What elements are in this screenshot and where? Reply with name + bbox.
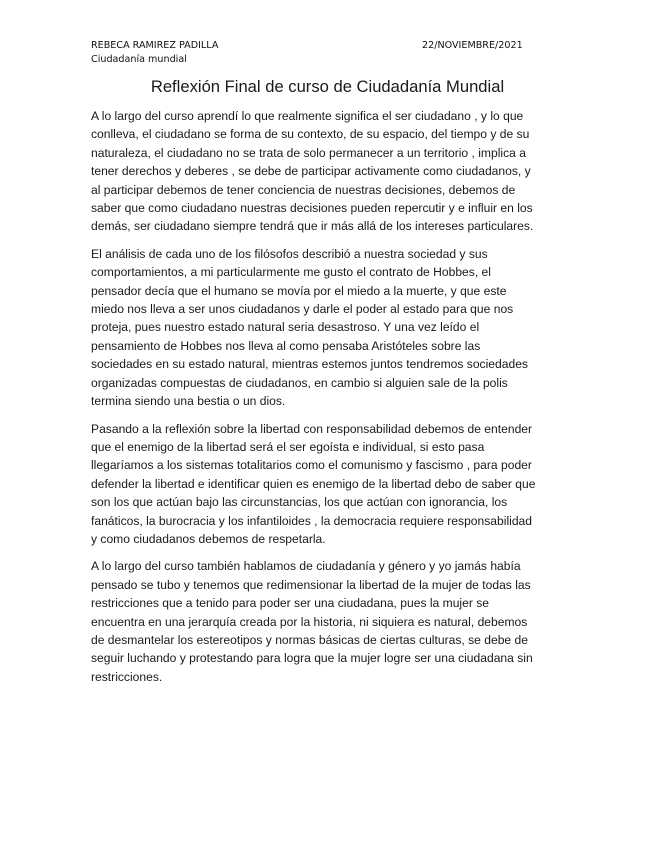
- author-name: REBECA RAMIREZ PADILLA: [91, 40, 219, 51]
- text-line: termina siendo una bestia o un dios.: [91, 394, 286, 409]
- text-line: que el enemigo de la libertad será el ser egoísta e individual, si esto pasa: [91, 439, 485, 454]
- document-title: Reflexión Final de curso de Ciudadanía Mundial: [150, 77, 505, 96]
- text-line: organizadas compuestas de ciudadanos, en cambio si alguien sale de la polis: [91, 375, 508, 390]
- text-line: pensador decía que el humano se movía por el miedo a la muerte, y que este: [91, 283, 507, 298]
- text-line: fanáticos, la burocracia y los infantiloides , la democracia requiere responsabilidad: [91, 513, 532, 528]
- text-line: demás, ser ciudadano siempre tendrá que ir más allá de los intereses particulares.: [91, 219, 534, 234]
- text-line: El análisis de cada uno de los filósofos describió a nuestra sociedad y sus: [91, 246, 488, 261]
- document-body: [91, 107, 573, 695]
- course-subject: Ciudadanía mundial: [91, 54, 187, 65]
- document-date: 22/NOVIEMBRE/2021: [422, 40, 523, 51]
- text-line: miedo nos lleva a ser unos ciudadanos y darle el poder al estado para que nos: [91, 302, 514, 317]
- text-line: encuentra en una jerarquía creada por la historia, ni siquiera es natural, debemos: [91, 614, 528, 629]
- text-line: restricciones que a tenido para poder ser una ciudadana, pues la mujer se: [91, 596, 489, 611]
- text-line: de desmantelar los estereotipos y normas básicas de ciertas culturas, se debe de: [91, 632, 528, 647]
- text-line: A lo largo del curso también hablamos de ciudadanía y género y yo jamás había: [91, 559, 521, 574]
- text-line: pensado se tubo y tenemos que redimensionar la libertad de la mujer de todas las: [91, 577, 531, 592]
- paragraph-3: [91, 420, 573, 549]
- text-line: saber que como ciudadano nuestras decisiones pueden repercutir y e influir en los: [91, 201, 533, 216]
- text-line: seguir luchando y protestando para logra que la mujer logre ser una ciudadana sin: [91, 651, 533, 666]
- text-line: llegaríamos a los sistemas totalitarios como el comunismo y fascismo , para poder: [91, 458, 532, 473]
- text-line: conlleva, el ciudadano se forma de su contexto, de su espacio, del tiempo y de su: [91, 127, 530, 142]
- text-line: y como ciudadanos debemos de respetarla.: [91, 531, 326, 546]
- paragraph-1: [91, 107, 573, 236]
- paragraph-4: [91, 557, 573, 686]
- text-line: proteja, pues nuestro estado natural seria desastroso. Y una vez leído el: [91, 320, 480, 335]
- text-line: A lo largo del curso aprendí lo que realmente significa el ser ciudadano , y lo que: [91, 109, 524, 123]
- text-line: son los que actúan bajo las circunstancias, los que actúan con ignorancia, los: [91, 495, 508, 510]
- text-line: comportamientos, a mi particularmente me gusto el contrato de Hobbes, el: [91, 265, 491, 280]
- text-line: al participar debemos de tener conciencia de nuestras decisiones, debemos de: [91, 182, 516, 197]
- text-line: naturaleza, el ciudadano no se trata de solo permanecer a un territorio , implica a: [91, 145, 526, 160]
- text-line: defender la libertad e identificar quien es enemigo de la libertad debo de saber que: [91, 476, 536, 491]
- text-line: tener derechos y deberes , se debe de participar activamente como ciudadanos, y: [91, 164, 531, 179]
- text-line: restricciones.: [91, 669, 163, 684]
- paragraph-2: [91, 245, 573, 411]
- text-line: pensamiento de Hobbes nos lleva al como pensaba Aristóteles sobre las: [91, 338, 481, 353]
- text-line: sociedades en su estado natural, mientras estemos juntos tendremos sociedades: [91, 357, 528, 372]
- text-line: Pasando a la reflexión sobre la libertad con responsabilidad debemos de entender: [91, 421, 533, 436]
